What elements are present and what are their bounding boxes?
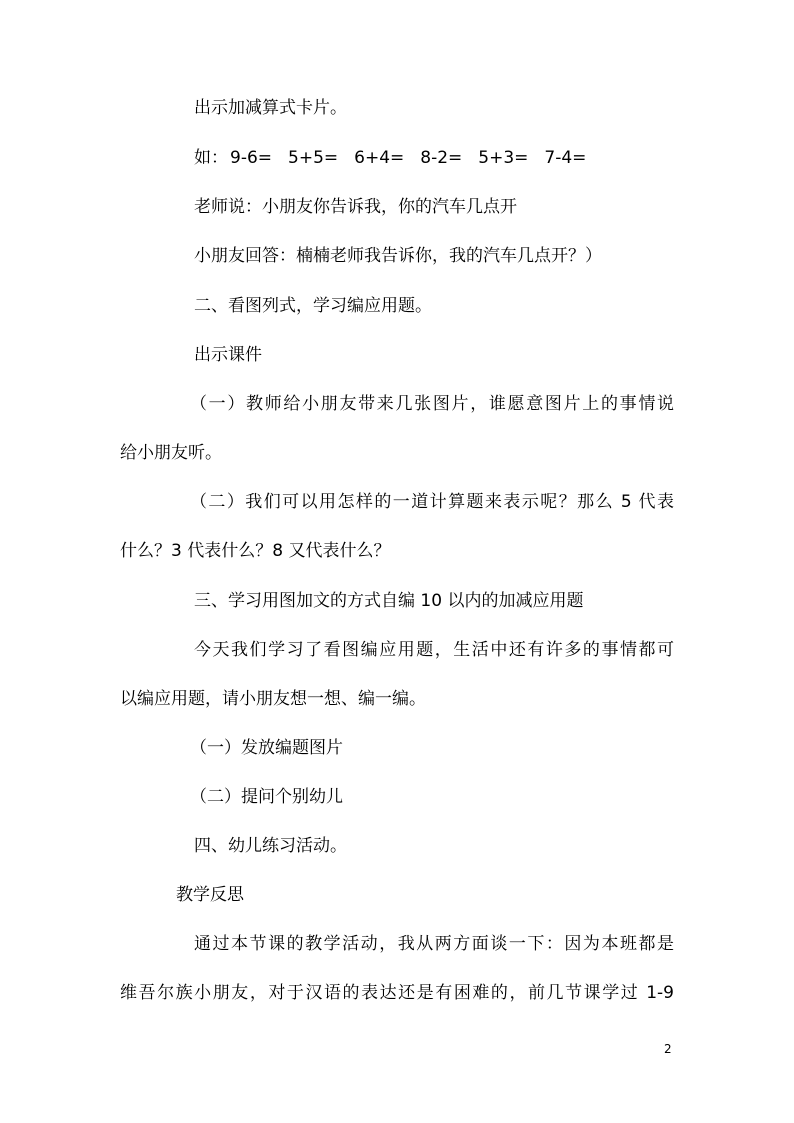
paragraph-4-line-2: 维吾尔族小朋友，对于汉语的表达还是有困难的，前几节课学过 1-9 <box>120 983 674 1003</box>
show-courseware-line: 出示课件 <box>194 345 262 365</box>
example-equation: 5+3= <box>478 148 529 168</box>
child-answers-line: 小朋友回答：楠楠老师我告诉你，我的汽车几点开？） <box>194 246 602 266</box>
list-item-2: （二）提问个别幼儿 <box>190 787 343 807</box>
example-equation: 5+5= <box>288 148 339 168</box>
paragraph-1-line-2: 给小朋友听。 <box>120 443 222 463</box>
example-equation: 8-2= <box>420 148 463 168</box>
list-item-1: （一）发放编题图片 <box>190 738 343 758</box>
examples-prefix: 如： <box>194 148 228 168</box>
example-equation: 9-6= <box>230 148 273 168</box>
teacher-says-line: 老师说：小朋友你告诉我，你的汽车几点开 <box>194 197 517 217</box>
example-equation: 7-4= <box>544 148 587 168</box>
paragraph-4-line-1: 通过本节课的教学活动，我从两方面谈一下：因为本班都是 <box>194 934 674 954</box>
show-cards-line: 出示加减算式卡片。 <box>194 98 347 118</box>
reflection-heading: 教学反思 <box>176 885 244 905</box>
section-heading-4: 四、幼儿练习活动。 <box>194 836 347 856</box>
paragraph-3-line-2: 以编应用题，请小朋友想一想、编一编。 <box>120 689 426 709</box>
example-equation: 6+4= <box>354 148 405 168</box>
paragraph-3-line-1: 今天我们学习了看图编应用题，生活中还有许多的事情都可 <box>194 640 674 660</box>
section-heading-3: 三、学习用图加文的方式自编 10 以内的加减应用题 <box>194 591 584 611</box>
section-heading-2: 二、看图列式，学习编应用题。 <box>194 296 432 316</box>
paragraph-1-line-1: （一）教师给小朋友带来几张图片，谁愿意图片上的事情说 <box>190 394 674 414</box>
paragraph-2-line-2: 什么？3 代表什么？8 又代表什么？ <box>120 541 391 561</box>
page-number: 2 <box>664 1042 672 1056</box>
paragraph-2-line-1: （二）我们可以用怎样的一道计算题来表示呢？那么 5 代表 <box>190 492 674 512</box>
examples-line <box>194 146 602 170</box>
